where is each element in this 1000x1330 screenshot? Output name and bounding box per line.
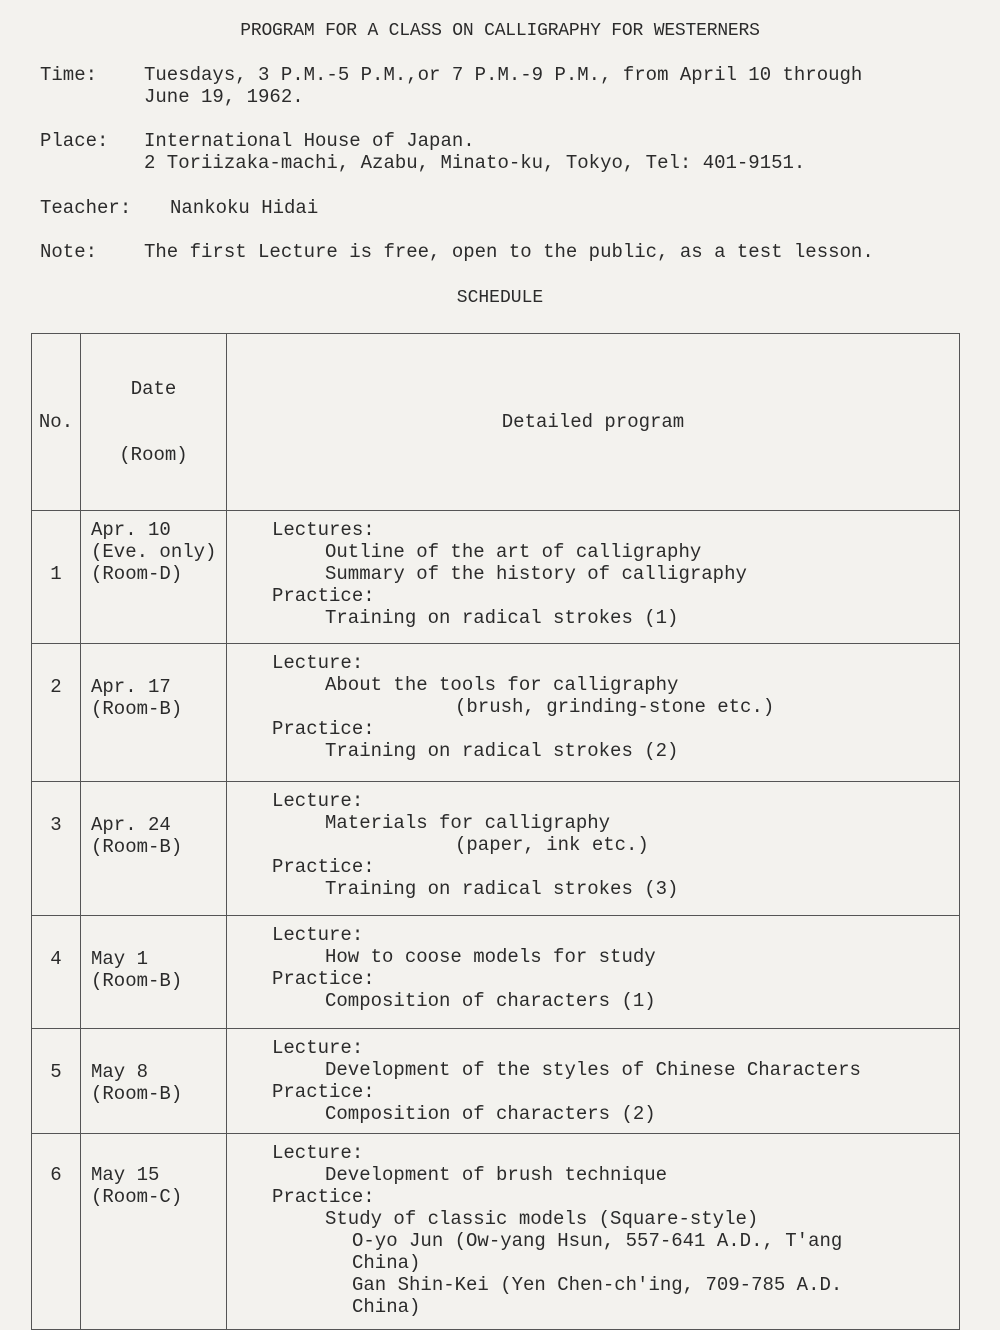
program-section-label: Lecture: bbox=[272, 1142, 364, 1164]
table-row bbox=[32, 511, 960, 644]
program-section-label: Practice: bbox=[272, 856, 375, 878]
row-date-line: May 15 bbox=[91, 1164, 160, 1186]
row-number: 5 bbox=[32, 1029, 81, 1134]
row-program bbox=[227, 644, 960, 782]
program-item: Gan Shin-Kei (Yen Chen-ch'ing, 709-785 A.D. bbox=[352, 1274, 843, 1296]
program-item: Summary of the history of calligraphy bbox=[325, 563, 747, 585]
program-item: Training on radical strokes (2) bbox=[325, 740, 679, 762]
table-row bbox=[32, 1029, 960, 1134]
note-label: Note: bbox=[40, 241, 98, 263]
row-room: (Room-B) bbox=[91, 698, 183, 720]
program-item: O-yo Jun (Ow-yang Hsun, 557-641 A.D., T'ang bbox=[352, 1230, 843, 1252]
program-item: Training on radical strokes (3) bbox=[325, 878, 679, 900]
row-room: (Room-B) bbox=[91, 836, 183, 858]
table-row bbox=[32, 916, 960, 1029]
table-row bbox=[32, 1134, 960, 1330]
teacher-label: Teacher: bbox=[40, 197, 132, 219]
row-date bbox=[81, 782, 227, 916]
header-date-line1: Date bbox=[130, 378, 177, 400]
program-item: China) bbox=[352, 1296, 421, 1318]
header-date-line2: (Room) bbox=[119, 444, 188, 466]
header-program: Detailed program bbox=[227, 334, 960, 511]
row-number: 1 bbox=[32, 511, 81, 644]
program-item: Development of brush technique bbox=[325, 1164, 668, 1186]
row-date-line: Apr. 10 bbox=[91, 519, 171, 541]
header-no: No. bbox=[32, 334, 81, 511]
program-section-label: Practice: bbox=[272, 968, 375, 990]
program-item: China) bbox=[352, 1252, 421, 1274]
program-item: (brush, grinding-stone etc.) bbox=[455, 696, 775, 718]
program-item: (paper, ink etc.) bbox=[455, 834, 649, 856]
table-row bbox=[32, 782, 960, 916]
row-program bbox=[227, 511, 960, 644]
program-item: Outline of the art of calligraphy bbox=[325, 541, 702, 563]
table-header-row bbox=[32, 334, 960, 511]
time-value-line2: June 19, 1962. bbox=[144, 86, 304, 108]
row-room: (Room-C) bbox=[91, 1186, 183, 1208]
schedule-heading: SCHEDULE bbox=[456, 288, 544, 308]
row-date bbox=[81, 511, 227, 644]
note-value: The first Lecture is free, open to the public, as a test lesson. bbox=[144, 241, 874, 263]
program-section-label: Lecture: bbox=[272, 1037, 364, 1059]
row-number: 6 bbox=[32, 1134, 81, 1330]
program-section-label: Lectures: bbox=[272, 519, 375, 541]
row-date-line: May 8 bbox=[91, 1061, 149, 1083]
program-section-label: Lecture: bbox=[272, 790, 364, 812]
place-value-line2: 2 Toriizaka-machi, Azabu, Minato-ku, Tokyo, Tel: 401-9151. bbox=[144, 152, 806, 174]
row-room: (Room-B) bbox=[91, 970, 183, 992]
row-date-line: Apr. 24 bbox=[91, 814, 171, 836]
program-item: Study of classic models (Square-style) bbox=[325, 1208, 759, 1230]
row-date bbox=[81, 1029, 227, 1134]
program-item: How to coose models for study bbox=[325, 946, 656, 968]
row-number: 3 bbox=[32, 782, 81, 916]
time-value-line1: Tuesdays, 3 P.M.-5 P.M.,or 7 P.M.-9 P.M., from April 10 through bbox=[144, 64, 863, 86]
row-number: 2 bbox=[32, 644, 81, 782]
program-item: About the tools for calligraphy bbox=[325, 674, 679, 696]
row-program bbox=[227, 1029, 960, 1134]
program-section-label: Practice: bbox=[272, 1186, 375, 1208]
program-section-label: Lecture: bbox=[272, 652, 364, 674]
place-label: Place: bbox=[40, 130, 109, 152]
program-item: Composition of characters (2) bbox=[325, 1103, 656, 1125]
teacher-value: Nankoku Hidai bbox=[170, 197, 319, 219]
row-date-line: Apr. 17 bbox=[91, 676, 171, 698]
schedule-table bbox=[31, 333, 960, 1330]
program-section-label: Lecture: bbox=[272, 924, 364, 946]
program-item: Composition of characters (1) bbox=[325, 990, 656, 1012]
time-label: Time: bbox=[40, 64, 98, 86]
row-room: (Room-D) bbox=[91, 563, 183, 585]
row-program bbox=[227, 782, 960, 916]
program-section-label: Practice: bbox=[272, 585, 375, 607]
row-program bbox=[227, 1134, 960, 1330]
row-number: 4 bbox=[32, 916, 81, 1029]
program-section-label: Practice: bbox=[272, 718, 375, 740]
place-value-line1: International House of Japan. bbox=[144, 130, 475, 152]
row-room: (Room-B) bbox=[91, 1083, 183, 1105]
program-section-label: Practice: bbox=[272, 1081, 375, 1103]
row-date bbox=[81, 916, 227, 1029]
header-date bbox=[81, 334, 227, 511]
row-date bbox=[81, 1134, 227, 1330]
row-program bbox=[227, 916, 960, 1029]
program-item: Training on radical strokes (1) bbox=[325, 607, 679, 629]
table-row bbox=[32, 644, 960, 782]
row-date-line: (Eve. only) bbox=[91, 541, 217, 563]
row-date-line: May 1 bbox=[91, 948, 149, 970]
program-item: Development of the styles of Chinese Characters bbox=[325, 1059, 861, 1081]
page-title: PROGRAM FOR A CLASS ON CALLIGRAPHY FOR WESTERNERS bbox=[240, 21, 760, 41]
row-date bbox=[81, 644, 227, 782]
program-item: Materials for calligraphy bbox=[325, 812, 611, 834]
